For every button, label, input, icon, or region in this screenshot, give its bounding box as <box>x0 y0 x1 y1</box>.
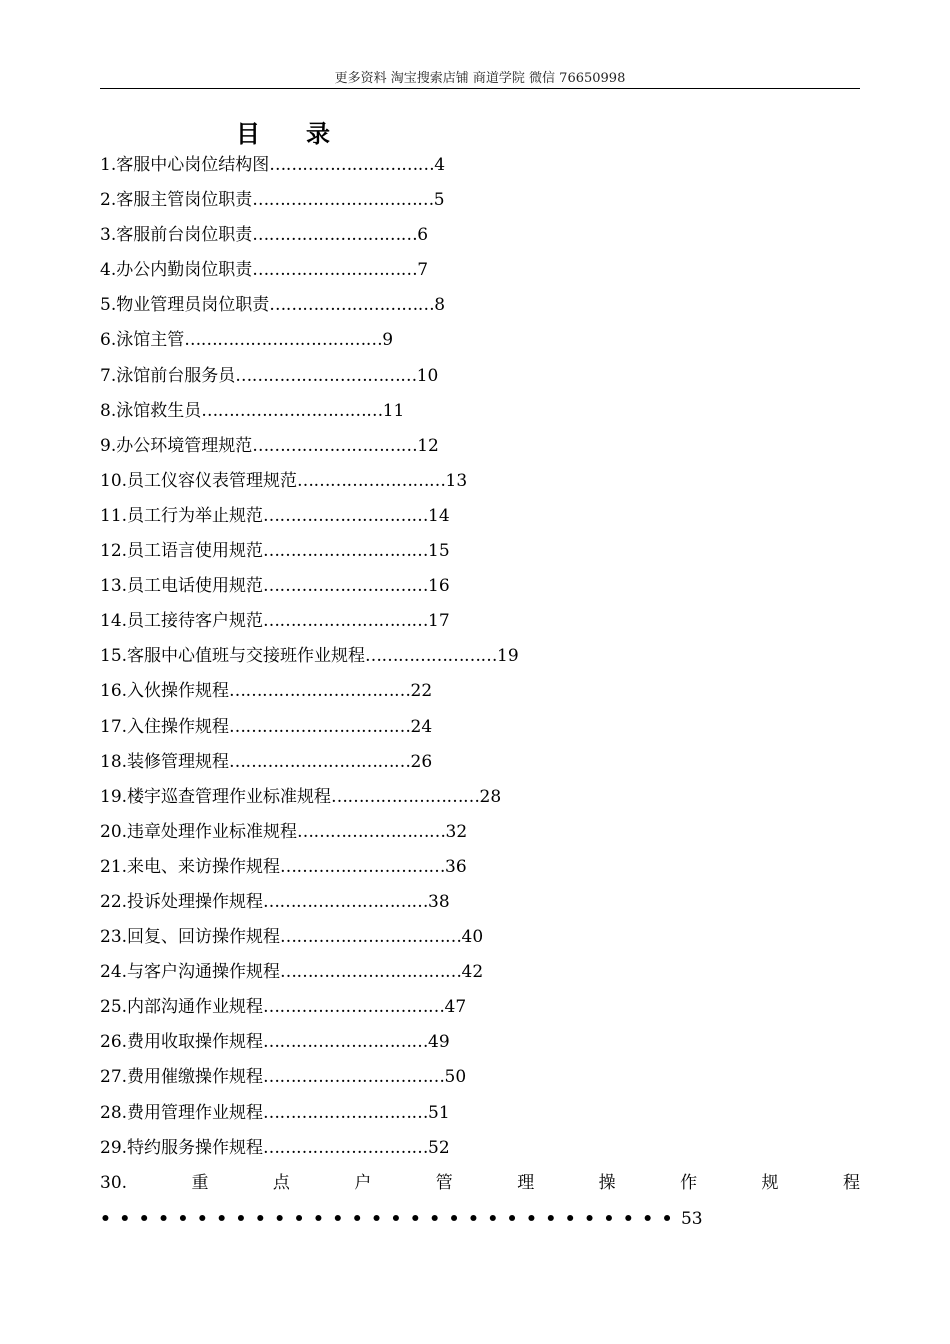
toc-entry-label: 25.内部沟通作业规程 <box>100 997 264 1018</box>
toc-entry-label: 15.客服中心值班与交接班作业规程 <box>100 646 366 667</box>
toc-entry-label: 24.与客户沟通操作规程 <box>100 962 281 983</box>
toc-entry-page: 26 <box>410 751 433 772</box>
toc-entry-label: 22.投诉处理操作规程 <box>100 891 264 912</box>
toc-entry-dots: …………………………… <box>280 927 462 948</box>
toc-entry[interactable] <box>100 253 860 288</box>
toc-entry-dots: …………………………… <box>229 751 411 772</box>
toc-entry-dots: ………………………… <box>263 611 429 632</box>
toc-entry-dots: …………………………… <box>263 997 445 1018</box>
toc-entry-label: 14.员工接待客户规范 <box>100 611 264 632</box>
toc-entry-page: 16 <box>428 576 450 597</box>
toc-entry[interactable] <box>100 815 860 850</box>
toc-entry-page: 7 <box>417 260 429 281</box>
toc-entry-page: 24 <box>410 716 433 737</box>
toc-entry-dots: ………………………… <box>269 295 435 316</box>
toc-entry-page: 38 <box>428 891 450 912</box>
table-of-contents <box>100 148 860 1166</box>
toc-entry-label: 18.装修管理规程 <box>100 751 230 772</box>
toc-entry-dots: …………………………… <box>263 1067 445 1088</box>
toc-entry-label: 27.费用催缴操作规程 <box>100 1067 264 1088</box>
toc-entry-dots: ………………………… <box>263 505 429 526</box>
toc-entry-page: 11 <box>382 400 405 421</box>
toc-entry-page: 12 <box>417 435 439 456</box>
toc-entry[interactable] <box>100 394 860 429</box>
toc-entry-page: 14 <box>428 505 450 526</box>
toc-entry-page: 40 <box>461 927 484 948</box>
toc-entry-dots: ……………………………… <box>184 330 383 351</box>
toc-entry[interactable] <box>100 745 860 780</box>
toc-entry-dots: …………………………… <box>229 716 411 737</box>
toc-entry-label: 7.泳馆前台服务员 <box>100 365 236 386</box>
toc-entry[interactable] <box>100 990 860 1025</box>
toc-entry-page: 50 <box>444 1067 467 1088</box>
toc-entry-page: 53 <box>680 1209 703 1229</box>
toc-entry-label: 3.客服前台岗位职责 <box>100 225 253 246</box>
toc-entry-dots: ………………………… <box>263 1137 429 1158</box>
toc-entry[interactable] <box>100 1025 860 1060</box>
toc-entry-dots: …………………………… <box>235 365 417 386</box>
toc-entry-page: 36 <box>445 856 467 877</box>
toc-entry-dots: ………………………… <box>263 891 429 912</box>
toc-entry-page: 4 <box>434 155 446 175</box>
toc-entry-label: 4.办公内勤岗位职责 <box>100 260 253 281</box>
toc-entry-dots: ……………………… <box>331 786 480 807</box>
toc-entry[interactable] <box>100 288 860 323</box>
toc-entry-page: 13 <box>445 470 468 491</box>
toc-entry[interactable] <box>100 885 860 920</box>
toc-entry-30-char: 操 <box>598 1173 616 1193</box>
toc-entry-30-char: 理 <box>517 1173 535 1193</box>
toc-entry-page: 19 <box>497 646 519 667</box>
toc-entry-label: 8.泳馆救生员 <box>100 400 202 421</box>
toc-entry-label: 23.回复、回访操作规程 <box>100 927 281 948</box>
toc-entry-dots: …………………………… <box>201 400 383 421</box>
toc-entry-page: 17 <box>428 611 450 632</box>
toc-entry-label: 29.特约服务操作规程 <box>100 1137 264 1158</box>
toc-entry[interactable] <box>100 359 860 394</box>
toc-entry-dots: …………………………… <box>280 962 462 983</box>
toc-entry-page: 8 <box>434 295 446 316</box>
toc-entry-page: 32 <box>445 821 468 842</box>
toc-entry-dots: …………………… <box>365 646 498 667</box>
toc-entry-page: 51 <box>428 1102 450 1123</box>
toc-entry-label: 17.入住操作规程 <box>100 716 230 737</box>
toc-entry-page: 47 <box>444 997 467 1018</box>
toc-entry-dots: •••••••••••••••••••••••••••••• <box>100 1209 681 1229</box>
toc-entry[interactable] <box>100 499 860 534</box>
toc-entry-label: 5.物业管理员岗位职责 <box>100 295 270 316</box>
toc-entry-30-char: 重 <box>191 1173 209 1193</box>
toc-entry[interactable] <box>100 569 860 604</box>
toc-entry-label: 11.员工行为举止规范 <box>100 505 264 526</box>
toc-entry[interactable] <box>100 183 860 218</box>
toc-entry-dots: ………………………… <box>263 541 429 562</box>
toc-entry[interactable] <box>100 1131 860 1166</box>
toc-entry-label: 1.客服中心岗位结构图 <box>100 155 270 175</box>
toc-entry-page: 42 <box>461 962 484 983</box>
toc-entry[interactable] <box>100 639 860 674</box>
toc-entry-label: 19.楼宇巡查管理作业标准规程 <box>100 786 332 807</box>
toc-entry-label: 9.办公环境管理规范 <box>100 435 253 456</box>
toc-entry-30-char: 点 <box>272 1173 290 1193</box>
toc-entry-dots: ……………………… <box>297 821 446 842</box>
toc-entry-dots: ………………………… <box>263 1102 429 1123</box>
toc-entry-page: 52 <box>428 1137 450 1158</box>
toc-entry-30-char: 管 <box>435 1173 453 1193</box>
toc-entry[interactable] <box>100 464 860 499</box>
toc-entry-dots: ………………………… <box>263 576 429 597</box>
toc-entry[interactable] <box>100 534 860 569</box>
toc-entry-30-char: 规 <box>761 1173 779 1193</box>
toc-entry[interactable] <box>100 218 860 253</box>
toc-entry-page: 15 <box>428 541 450 562</box>
toc-entry-page: 5 <box>433 190 445 211</box>
toc-entry-label: 28.费用管理作业规程 <box>100 1102 264 1123</box>
toc-entry-page: 9 <box>382 330 394 351</box>
toc-entry[interactable] <box>100 429 860 464</box>
toc-entry-page: 22 <box>410 681 433 702</box>
toc-entry-30-char: 30. <box>100 1173 128 1193</box>
toc-entry[interactable] <box>100 1060 860 1095</box>
toc-entry-page: 10 <box>416 365 439 386</box>
toc-entry[interactable] <box>100 674 860 709</box>
toc-entry[interactable] <box>100 780 860 815</box>
toc-entry-dots: ………………………… <box>263 1032 429 1053</box>
toc-entry-dots: ………………………… <box>280 856 446 877</box>
title-part-2: 录 <box>306 120 330 148</box>
toc-entry-page: 49 <box>428 1032 450 1053</box>
toc-entry-label: 21.来电、来访操作规程 <box>100 856 281 877</box>
title-part-1: 目 <box>236 120 260 148</box>
toc-entry-label: 16.入伙操作规程 <box>100 681 230 702</box>
toc-entry-30-char: 程 <box>842 1173 860 1193</box>
toc-entry-label: 20.违章处理作业标准规程 <box>100 821 298 842</box>
page-title <box>236 114 330 149</box>
toc-entry-dots: …………………………… <box>229 681 411 702</box>
toc-entry-dots: ………………………… <box>252 225 418 246</box>
toc-entry-30-title[interactable] <box>100 1166 860 1201</box>
toc-entry-label: 26.费用收取操作规程 <box>100 1032 264 1053</box>
toc-entry-label: 2.客服主管岗位职责 <box>100 190 253 211</box>
toc-entry-30-char: 户 <box>354 1173 372 1193</box>
toc-entry-30-char: 作 <box>680 1173 698 1193</box>
toc-entry-page: 6 <box>417 225 429 246</box>
toc-entry[interactable] <box>100 1096 860 1131</box>
toc-entry[interactable] <box>100 955 860 990</box>
toc-entry-dots: ………………………… <box>252 260 418 281</box>
toc-entry-label: 12.员工语言使用规范 <box>100 541 264 562</box>
toc-entry[interactable] <box>100 850 860 885</box>
toc-entry-dots: …………………………… <box>252 190 434 211</box>
toc-entry[interactable] <box>100 920 860 955</box>
header-text: 更多资料 淘宝搜索店铺 商道学院 微信 76650998 <box>334 71 626 86</box>
toc-entry-dots: ………………………… <box>269 155 435 175</box>
toc-entry[interactable] <box>100 148 860 183</box>
page-header <box>100 70 860 89</box>
toc-entry-label: 13.员工电话使用规范 <box>100 576 264 597</box>
toc-entry-dots: ………………………… <box>252 435 418 456</box>
toc-entry[interactable] <box>100 710 860 745</box>
toc-entry-30-leader[interactable] <box>100 1203 703 1235</box>
toc-entry-label: 10.员工仪容仪表管理规范 <box>100 470 298 491</box>
toc-entry-label: 6.泳馆主管 <box>100 330 185 351</box>
toc-entry[interactable] <box>100 323 860 358</box>
toc-entry-dots: ……………………… <box>297 470 446 491</box>
toc-entry[interactable] <box>100 604 860 639</box>
toc-entry-page: 28 <box>479 786 502 807</box>
